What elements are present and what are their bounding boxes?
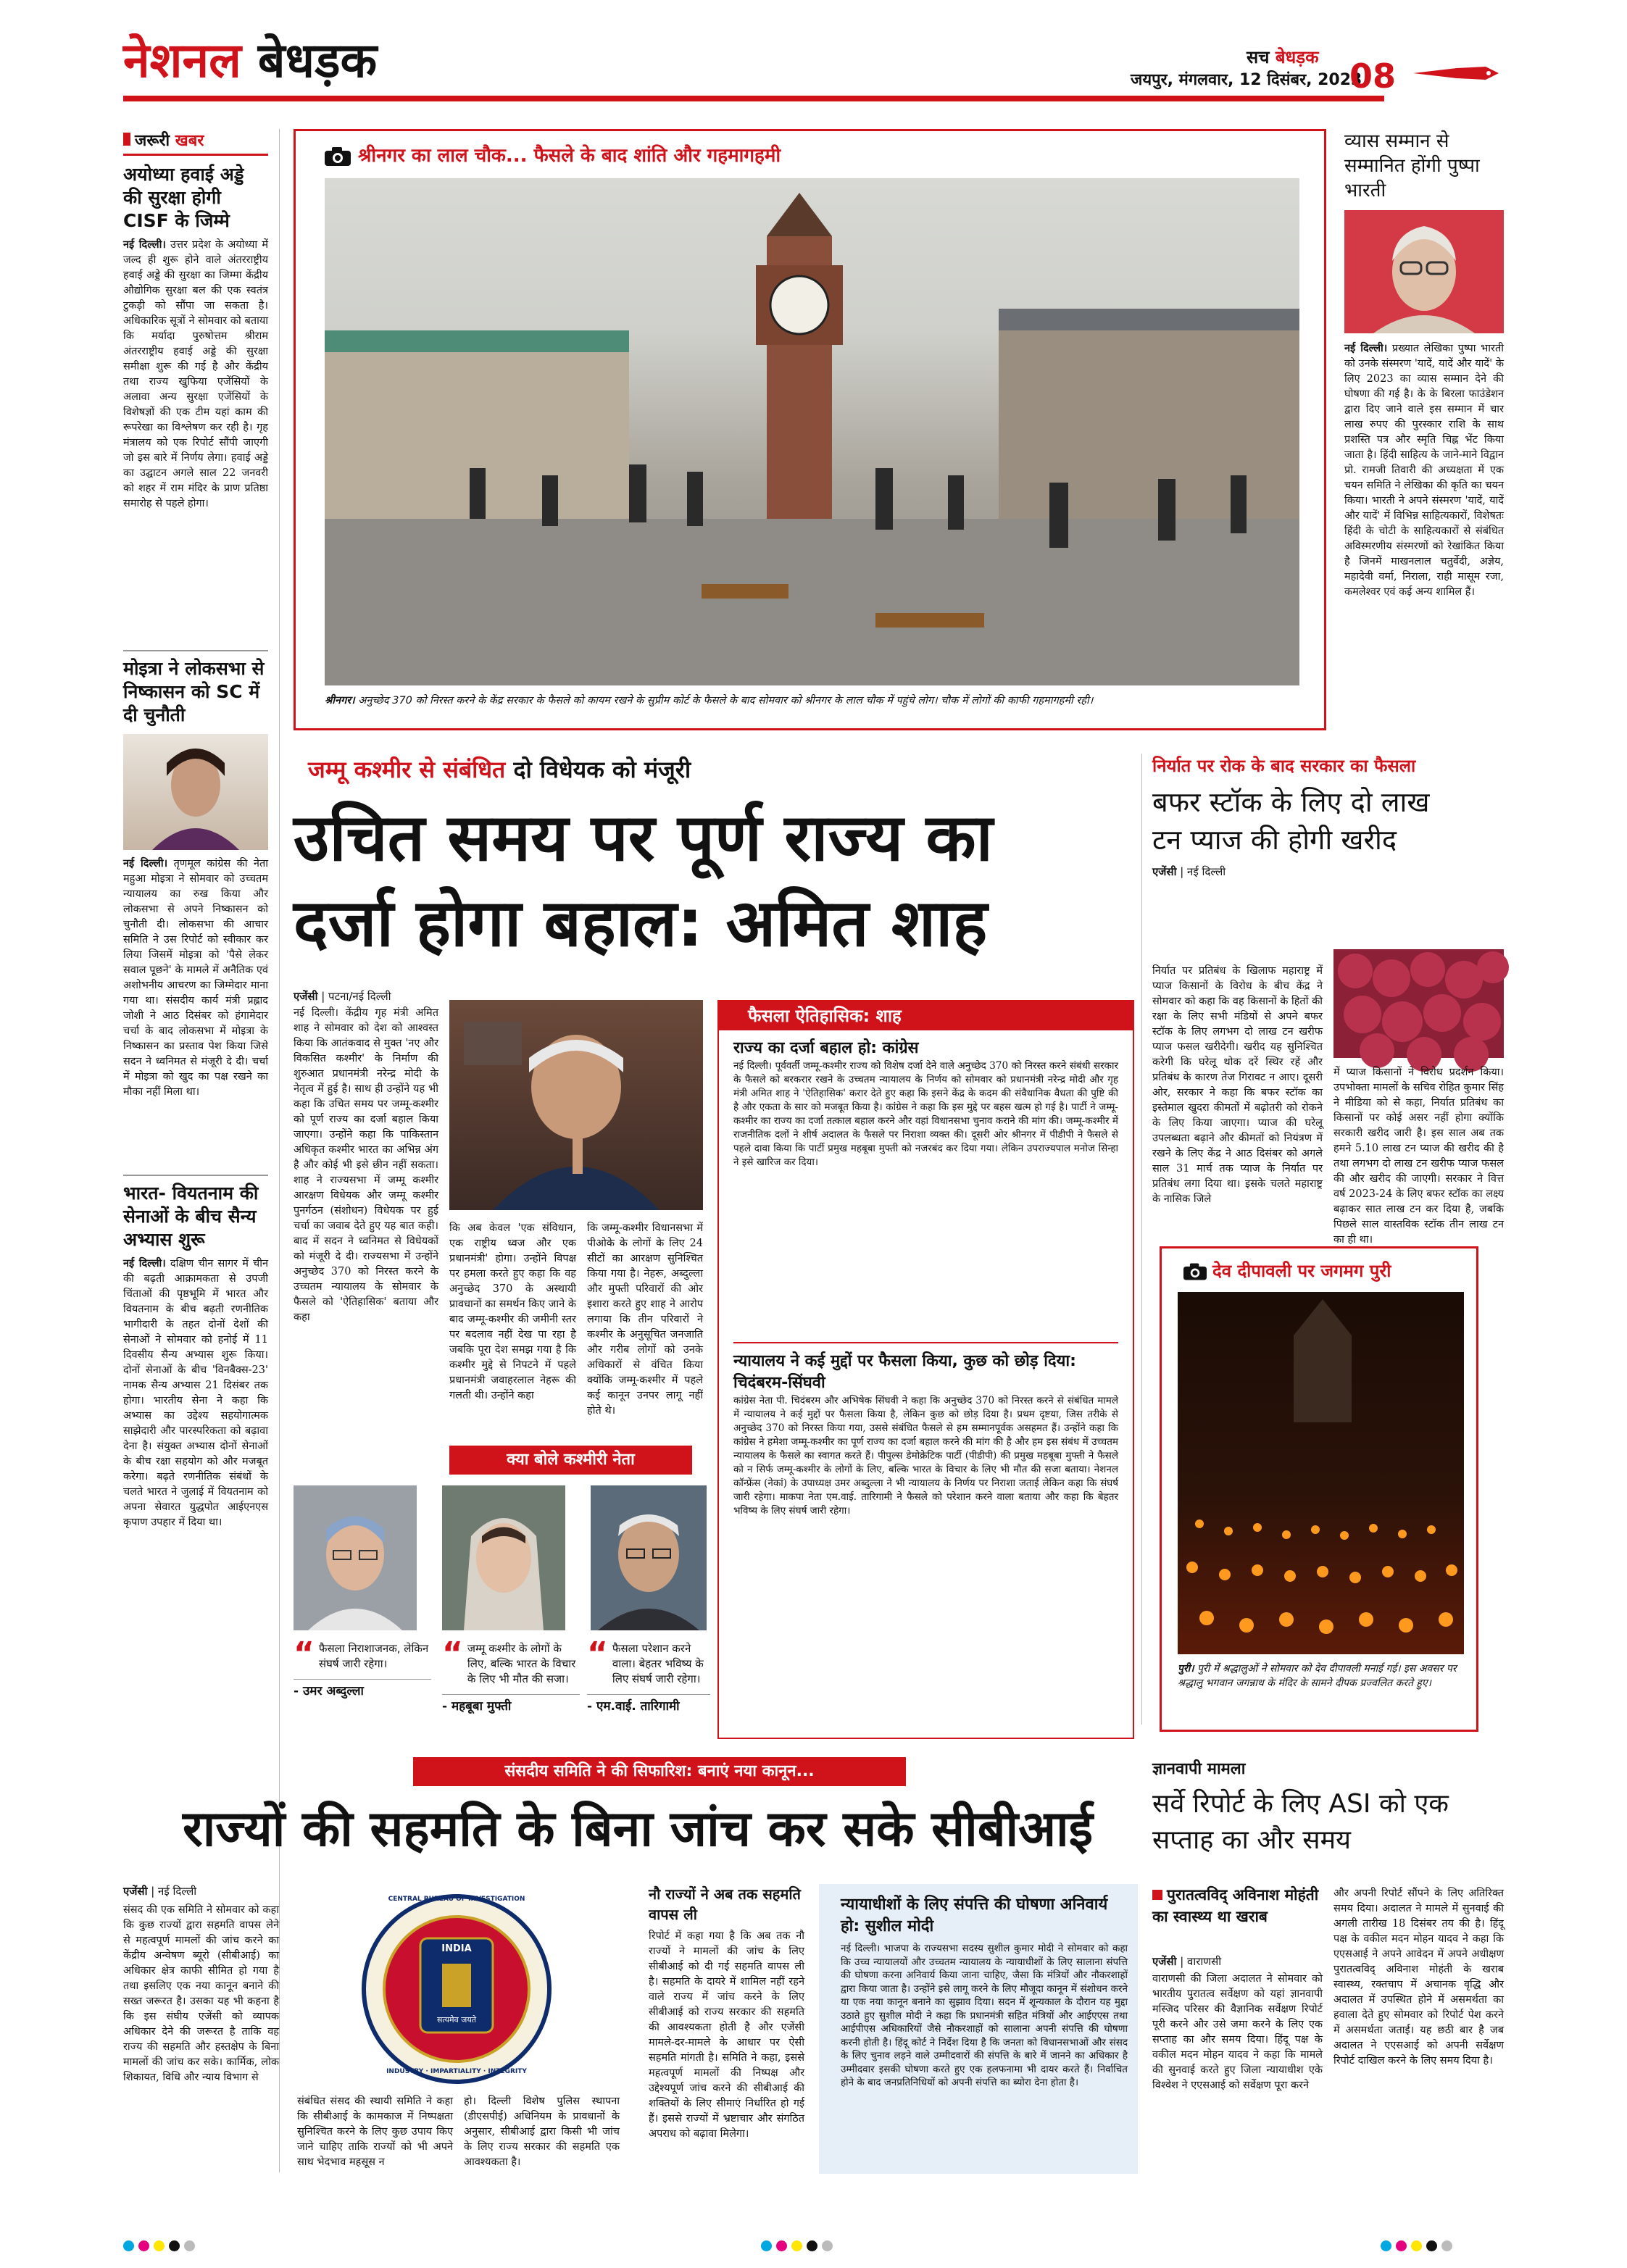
registration-marks-center — [761, 2240, 833, 2251]
quote-tarigami: “ फैसला परेशान करने वाला। बेहतर भविष्य के लिए संघर्ष जारी रहेगा। - एम.वाई. तारिगामी — [587, 1641, 710, 1714]
registration-marks-left — [123, 2240, 195, 2251]
omar-abdullah-photo — [294, 1485, 417, 1630]
pyaj-col-2: में प्याज किसानों ने विरोध प्रदर्शन किया। उपभोक्ता मामलों के सचिव रोहित कुमार सिंह ने मीडिया को से कहा, निर्यात प्रतिबंध का किसानों पर कोई असर नहीं होगा क्योंकि सरकारी खरीद जारी है। इस साल अब तक हमने 5.10 लाख टन प्याज की खरीद की है तथा लगभग दो लाख टन खरीफ प्याज फसल की और खरीद की जाएगी। सरकार ने वित्त वर्ष 2023-24 के लिए बफर स्टॉक का लक्ष्य बढ़ाकर सात लाख टन कर दिया है, जबकि पिछले साल वास्तविक स्टॉक तीन लाख टन का ही था। — [1333, 1067, 1504, 1246]
cbi-logo-top-text: CENTRAL BUREAU OF INVESTIGATION — [388, 1896, 525, 1903]
cbi-logo-bottom-text: INDUSTRY · IMPARTIALITY · INTEGRITY — [386, 2068, 527, 2075]
amit-shah-photo — [449, 1000, 703, 1210]
lead-col-1: नई दिल्ली। केंद्रीय गृह मंत्री अमित शाह ने सोमवार को देश को आश्वस्त किया कि आतंकवाद से मुक्त 'नए और विकसित कश्मीर' के निर्माण की शुरुआत प्रधानमंत्री नरेन्द्र मोदी के नेतृत्व में हुई है। साथ ही उन्होंने यह भी कहा कि उचित समय पर जम्मू-कश्मीर को पूर्ण राज्य का दर्जा बहाल किया जाएगा। उन्होंने कहा कि पाकिस्तान अधिकृत कश्मीर भारत का अभिन्न अंग है और कोई भी इसे छीन नहीं सकता। शाह ने राज्यसभा में जम्मू कश्मीर आरक्षण विधेयक और जम्मू कश्मीर पुनर्गठन (संशोधन) विधेयक पर हुई चर्चा का जवाब देते हुए यह बात कही। बाद में सदन ने ध्वनिमत से विधेयकों को मंजूरी दे दी। राज्यसभा में उन्होंने अनुच्छेद 370 को निरस्त करने के उच्चतम न्यायालय के सोमवार के फैसले को 'ऐतिहासिक' बताया और कहा — [294, 1007, 438, 1323]
column-divider — [1141, 754, 1142, 1725]
story-headline: न्यायाधीशों के लिए संपत्ति की घोषणा अनिवार्य हो: सुशील मोदी — [841, 1896, 1108, 1935]
pyaj-headline: बफर स्टॉक के लिए दो लाख टन प्याज की होगी खरीद — [1152, 786, 1430, 856]
tarigami-photo — [591, 1485, 707, 1630]
section-marker-icon — [123, 133, 130, 146]
masthead-rule — [123, 96, 1384, 101]
cbi-story — [123, 1884, 631, 2181]
story-headline: भारत- वियतनाम की सेनाओं के बीच सैन्य अभ्यास शुरू — [123, 1183, 259, 1250]
modi-box — [819, 1884, 1138, 2174]
gyanvapi-kicker: ज्ञानवापी मामला — [1152, 1760, 1246, 1778]
lalchowk-caption: श्रीनगर। अनुच्छेद 370 को निरस्त करने के केंद्र सरकार के फैसले को कायम रखने के सुप्रीम कोर्ट के फैसले के बाद सोमवार को श्रीनगर के लाल चौक में पहुंचे लोग। चौक में लोगों की काफी गहमागहमी रही। — [325, 695, 1094, 706]
registration-marks-right — [1381, 2240, 1452, 2251]
story-body: नई दिल्ली। प्रख्यात लेखिका पुष्पा भारती को उनके संस्मरण 'यादें, यादें और यादें' के लिए 2023 का व्यास सम्मान देने की घोषणा की गई है। के के बिरला फाउंडेशन द्वारा दिए जाने वाले इस सम्मान में चार लाख रुपए की पुरस्कार राशि के साथ प्रशस्ति पत्र और स्मृति चिह्न भेंट किया जाता है। हिंदी साहित्य के जाने-माने विद्वान प्रो. रामजी तिवारी की अध्यक्षता में एक चयन समिति ने लेखिका की कृति का चयन किया। भारती ने अपने संस्मरण 'यादें, यादें और यादें' में विभिन्न साहित्यकारों, विशेषतः हिंदी के चोटी के साहित्यकारों से संबंधित अविस्मरणीय संस्मरणों को रेखांकित किया है जिनमें माखनलाल चतुर्वेदी, अज्ञेय, महादेवी वर्मा, निराला, राही मासूम रजा, कमलेश्वर एवं कई अन्य शामिल हैं। — [1344, 342, 1505, 598]
pyaj-byline: एजेंसी | नई दिल्ली — [1152, 865, 1226, 878]
mehbooba-mufti-photo — [442, 1485, 565, 1630]
cbi-headline: राज्यों की सहमति के बिना जांच कर सके सीबीआई — [182, 1801, 1094, 1858]
cbi-logo — [297, 1891, 616, 2087]
column-divider — [279, 129, 280, 2172]
gyanvapi-headline: सर्वे रिपोर्ट के लिए ASI को एक सप्ताह का और समय — [1152, 1789, 1449, 1855]
section-label: जरूरी खबर — [123, 129, 268, 156]
story-headline: न्यायालय ने कई मुद्दों पर फैसला किया, कुछ को छोड़ दिया: चिदंबरम-सिंघवी — [733, 1352, 1076, 1392]
story-headline: राज्य का दर्जा बहाल हो: कांग्रेस — [733, 1039, 919, 1057]
cbi-kicker: संसदीय समिति ने की सिफारिश: बनाएं नया कानून... — [413, 1757, 906, 1786]
lead-byline: एजेंसी | पटना/नई दिल्ली — [294, 990, 391, 1003]
story-body: नई दिल्ली। तृणमूल कांग्रेस की नेता महुआ मोइत्रा ने सोमवार को उच्चतम न्यायालय का रुख किया और लोकसभा से अपने निष्कासन को चुनौती दी। लोकसभा की आचार समिति ने उस रिपोर्ट को स्वीकार कर लिया जिसमें मोइत्रा को 'पैसे लेकर सवाल पूछने' के मामले में अनैतिक एवं अशोभनीय आचरण का जिम्मेदार माना गया था। संसदीय कार्य मंत्री प्रह्लाद जोशी ने आठ दिसंबर को हंगामेदार चर्चा के बाद लोकसभा में मोइत्रा के निष्कासन का प्रस्ताव पेश किया जिसे सदन ने ध्वनिमत से मंजूरी दे दी। चर्चा में मोइत्रा को खुद का पक्ष रखने का मौका नहीं मिला था। — [123, 857, 269, 1098]
lead-col-2: कि अब केवल 'एक संविधान, एक राष्ट्रीय ध्वज और एक प्रधानमंत्री' होगा। उन्होंने विपक्ष पर हमला करते हुए कहा कि वह अनुच्छेद 370 के अस्थायी प्रावधानों का समर्थन किए जाने के बाद जम्मू-कश्मीर की जमीनी स्तर पर बदलाव नहीं देख पा रहा है जबकि पूरा देश समझ गया है कि कश्मीर मुद्दे से निपटने में पहले प्रधानमंत्री जवाहरलाल नेहरू की गलती थी। उन्होंने कहा — [449, 1222, 576, 1401]
gyanvapi-byline: एजेंसी | वाराणसी — [1152, 1955, 1222, 1968]
story-body: नई दिल्ली। भाजपा के राज्यसभा सदस्य सुशील कुमार मोदी ने सोमवार को कहा कि उच्च न्यायालयों और उच्चतम न्यायालय के न्यायाधीशों के लिए सालाना संपत्ति की घोषणा करना अनिवार्य किया जाना चाहिए, जैसा कि मंत्रियों और नौकरशाहों द्वारा किया जाता है। उन्होंने इसे लागू करने के लिए मौजूदा कानून में संशोधन करने या एक नया कानून बनाने का सुझाव दिया। सदन में शून्यकाल के दौरान यह मुद्दा उठाते हुए सुशील मोदी ने कहा कि प्रधानमंत्री सहित मंत्रियों और आईएएस तथा आईपीएस अधिकारियों जैसे नौकरशाहों को सालाना अपनी संपत्ति की घोषणा करनी होती है। हिंदू कोर्ट ने निर्देश दिया है कि जनता को विधानसभाओं और संसद के लिए चुनाव लड़ने वाले उम्मीदवारों की संपत्ति के बारे में जानने का अधिकार है उम्मीदवार इसकी घोषणा करते हुए एक हलफनामा भी दायर करते हैं। निर्वाचित होने के बाद जनप्रतिनिधियों को अपनी संपत्ति का ब्योरा देना होता है। — [841, 1943, 1128, 2088]
quote-mehbooba: “ जम्मू कश्मीर के लोगों के लिए, बल्कि भारत के विचार के लिए भी मौत की सजा। - महबूबा मुफ्ती — [442, 1641, 580, 1714]
camera-icon — [1183, 1263, 1207, 1280]
lalchowk-photo — [325, 178, 1299, 685]
pyaj-story — [1152, 754, 1504, 1246]
story-body: नई दिल्ली। दक्षिण चीन सागर में चीन की बढ़ती आक्रामकता से उपजी चिंताओं की पृष्ठभूमि में भारत और वियतनाम के बीच बढ़ती रणनीतिक भागीदारी के तहत दोनों देशों की सेनाओं ने सोमवार को हनोई में 11 दिवसीय सैन्य अभ्यास शुरू किया। दोनों सेनाओं के बीच 'विनबैक्स-23' नामक सैन्य अभ्यास 21 दिसंबर तक होगा। भारतीय सेना ने कहा कि अभ्यास का उद्देश्य सहयोगात्मक साझेदारी और पारस्परिकता को बढ़ावा देना है। संयुक्त अभ्यास दोनों सेनाओं के बीच रक्षा सहयोग को और मजबूत करेगा। बढ़ते रणनीतिक संबंधों के चलते भारत ने जुलाई में वियतनाम को अपना सेवारत युद्धपोत आईएनएस कृपाण उपहार में दिया था। — [123, 1257, 268, 1528]
lead-kicker: जम्मू कश्मीर से संबंधित दो विधेयक को मंजूरी — [308, 756, 691, 783]
camera-icon — [325, 147, 351, 166]
cbi-col-1: संसद की एक समिति ने सोमवार को कहा कि कुछ राज्यों द्वारा सहमति वापस लेने से महत्वपूर्ण मामलों की जांच करने का केंद्रीय अन्वेषण ब्यूरो (सीबीआई) का अधिकार क्षेत्र काफी सीमित हो गया है तथा इसलिए एक नया कानून बनाने की सख्त जरूरत है। उसका यह भी कहना है कि इस संघीय एजेंसी को व्यापक अधिकार देने की जरूरत है ताकि वह राज्य की सहमति और हस्तक्षेप के बिना मामलों की जांच कर सके। कार्मिक, लोक शिकायत, विधि और न्याय विभाग से — [123, 1904, 279, 2083]
story-headline: व्यास सम्मान से सम्मानित होंगी पुष्पा भारती — [1344, 130, 1480, 201]
masthead-title-part1: नेशनल — [123, 33, 241, 88]
onion-photo — [1333, 949, 1504, 1058]
masthead-tagline: सच बेधड़क — [1247, 47, 1319, 67]
quote-mark-icon: “ — [587, 1635, 608, 1672]
masthead-dateline: जयपुर, मंगलवार, 12 दिसंबर, 2023 — [1131, 71, 1362, 89]
story-body: नई दिल्ली। उत्तर प्रदेश के अयोध्या में जल्द ही शुरू होने वाले अंतरराष्ट्रीय हवाई अड्डे की सुरक्षा का जिम्मा केंद्रीय औद्योगिक सुरक्षा बल की एक स्वतंत्र टुकड़ी को सौंपा जा सकता है। अधिकारिक सूत्रों ने सोमवार को बताया कि मर्यादा पुरुषोत्तम श्रीराम अंतरराष्ट्रीय हवाई अड्डे की सुरक्षा समीक्षा शुरू की गई है और केंद्रीय तथा राज्य खुफिया एजेंसियों के अलावा अन्य सुरक्षा एजेंसियों के विशेषज्ञों की एक टीम यहां काम की रूपरेखा का विश्लेषण कर रही है। गृह मंत्रालय को एक रिपोर्ट सौंपी जाएगी जो इस बारे में निर्णय लेगा। हवाई अड्डे का उद्घाटन अगले साल 22 जनवरी को शहर में राम मंदिर के प्राण प्रतिष्ठा समारोह से पहले होगा। — [123, 238, 268, 509]
lead-headline: उचित समय पर पूर्ण राज्य का दर्जा होगा बहाल: अमित शाह — [294, 800, 993, 962]
cbi-byline: एजेंसी | नई दिल्ली — [123, 1885, 197, 1898]
lead-story — [294, 754, 1134, 1739]
vyas-story — [1344, 129, 1504, 738]
cbi-logo-india: INDIA — [441, 1943, 472, 1954]
faisla-banner: फैसला ऐतिहासिक: शाह — [719, 1001, 1133, 1030]
story-body: कांग्रेस नेता पी. चिदंबरम और अभिषेक सिंघवी ने कहा कि अनुच्छेद 370 को निरस्त करने से संबंधित मामले में न्यायालय ने कई मुद्दों पर फैसला किया है, लेकिन कुछ को छोड़ दिया है। प्रथम दृष्टया, जिस तरीके से अनुच्छेद 370 को निरस्त किया गया, उससे संबंधित फैसले से हम सम्मानपूर्वक असहमत हैं। उन्होंने कहा कि कांग्रेस ने हमेशा जम्मू-कश्मीर का पूर्ण राज्य का दर्जा बहाल करने की मांग की है और हम इस संबंध में उच्चतम न्यायालय के फैसले का स्वागत करते हैं। पीपुल्स डेमोक्रेटिक पार्टी (पीडीपी) की प्रमुख महबूबा मुफ्ती ने फैसले को न सिर्फ जम्मू-कश्मीर के लोगों के लिए, बल्कि भारत के विचार के लिए भी मौत की सजा बताया। नेशनल कॉन्फ्रेंस (नेकां) के उपाध्यक्ष उमर अब्दुल्ला ने भी न्यायालय के निर्णय पर निराशा जताई लेकिन कहा कि संघर्ष जारी रहेगा। माकपा नेता एम.वाई. तारिगामी ने फैसले को परेशान करने वाला बताया और कहा कि बेहतर भविष्य के लिए संघर्ष जारी रहेगा। — [733, 1395, 1118, 1517]
story-body: रिपोर्ट में कहा गया है कि अब तक नौ राज्यों ने मामलों की जांच के लिए सीबीआई को दी गई सहमति वापस ली है। सहमति के दायरे में शामिल नहीं रहने वाले राज्य में जांच करने के लिए सीबीआई को राज्य सरकार की सहमति की आवश्यकता होती है और एजेंसी मामले-दर-मामले के आधार पर ऐसी सहमति मांगती है। समिति ने कहा, इससे महत्वपूर्ण मामलों की निष्पक्ष और उद्देश्यपूर्ण जांच करने की सीबीआई की शक्तियों के लिए सीमाएं निर्धारित हो गई हैं। इससे राज्यों में भ्रष्टाचार और संगठित अपराध को बढ़ावा मिलेगा। — [649, 1930, 804, 2140]
pushpa-bharti-photo — [1344, 210, 1504, 333]
quote-mark-icon: “ — [294, 1635, 315, 1672]
gyanvapi-col-1: वाराणसी की जिला अदालत ने सोमवार को भारतीय पुरातत्व सर्वेक्षण को यहां ज्ञानवापी मस्जिद परिसर की वैज्ञानिक सर्वेक्षण रिपोर्ट पूरी करने और उसे जमा करने के लिए एक सप्ताह का और समय दिया। हिंदू पक्ष के वकील मदन मोहन यादव ने कहा कि मामले की सुनवाई करते हुए जिला न्यायाधीश एके विश्वेश ने एएसआई को सर्वेक्षण पूरा करने — [1152, 1973, 1323, 2091]
neta-quotes — [294, 1485, 707, 1739]
page-number: 08 — [1349, 57, 1397, 96]
masthead — [123, 22, 1507, 101]
cbi-col-2: संबंधित संसद की स्थायी समिति ने कहा कि सीबीआई के कामकाज में निष्पक्षता सुनिश्चित करने के लिए कुछ उपाय किए जाने चाहिए ताकि राज्यों को भी अपने साथ भेदभाव महसूस न — [297, 2096, 453, 2168]
mahua-moitra-photo — [123, 734, 268, 850]
cbi-col-3: हो। दिल्ली विशेष पुलिस स्थापना (डीएसपीई) अधिनियम के प्रावधानों के अनुसार, सीबीआई द्वारा किसी भी जांच के लिए राज्य सरकार की सहमति एक आवश्यकता है। — [464, 2096, 620, 2168]
story-headline: नौ राज्यों ने अब तक सहमति वापस ली — [649, 1885, 801, 1923]
pyaj-kicker: निर्यात पर रोक के बाद सरकार का फैसला — [1152, 756, 1416, 776]
story-headline: मोइत्रा ने लोकसभा से निष्कासन को SC में दी चुनौती — [123, 658, 265, 725]
lalchowk-kicker: श्रीनगर का लाल चौक... फैसले के बाद शांति और गहमागहमी — [325, 141, 781, 167]
masthead-title-part2: बेधड़क — [257, 33, 378, 88]
diwali-caption: पुरी। पुरी में श्रद्धालुओं ने सोमवार को देव दीपावली मनाई गई। इस अवसर पर श्रद्धालु भगवान जगन्नाथ के मंदिर के सामने दीपक प्रज्वलित करते हुए। — [1178, 1663, 1457, 1689]
gyanvapi-story — [1152, 1757, 1504, 2185]
faisla-box — [717, 1000, 1134, 1739]
pyaj-col-1: निर्यात पर प्रतिबंध के खिलाफ महाराष्ट्र में प्याज किसानों के विरोध के बीच केंद्र ने सोमवार को कहा कि वह किसानों के हितों की रक्षा के लिए सभी मंडियों से अपने बफर स्टॉक के लिए लगभग दो लाख टन खरीफ प्याज फसल खरीदेगी। खरीद यह सुनिश्चित करेगी कि घरेलू थोक दरें स्थिर रहें और प्रतिबंध के कारण तेज गिरावट न आए। दूसरी ओर, सरकार ने कहा कि बफर स्टॉक का इस्तेमाल खुदरा कीमतों में बढ़ोतरी को रोकने के लिए किया जाएगा। प्याज की घरेलू उपलब्धता बढ़ाने और कीमतों को नियंत्रण में रखने के लिए केंद्र ने आठ दिसंबर को अगले साल 31 मार्च तक प्याज के निर्यात पर प्रतिबंध लगा दिया था। इसके चलते महाराष्ट्र के नासिक जिले — [1152, 965, 1323, 1205]
quote-mark-icon: “ — [442, 1635, 463, 1672]
gyanvapi-sub: पुरातत्वविद् अविनाश मोहंती का स्वास्थ्य था खराब — [1152, 1886, 1319, 1925]
quote-omar: “ फैसला निराशाजनक, लेकिन संघर्ष जारी रहेगा। - उमर अब्दुल्ला — [294, 1641, 431, 1699]
lead-col-3: कि जम्मू-कश्मीर विधानसभा में पीओके के लोगों के लिए 24 सीटों का आरक्षण सुनिश्चित किया गया है। नेहरू, अब्दुल्ला और मुफ्ती परिवारों की ओर इशारा करते हुए शाह ने आरोप लगाया कि तीन परिवारों ने कश्मीर के अनुसूचित जनजाति और गरीब लोगों को उनके अधिकारों से वंचित किया क्योंकि जम्मू-कश्मीर में पहले कई कानून उनपर लागू नहीं होते थे। — [587, 1222, 703, 1417]
masthead-title — [123, 32, 377, 90]
gyanvapi-col-2: और अपनी रिपोर्ट सौंपने के लिए अतिरिक्त समय दिया। अदालत ने मामले में सुनवाई की अगली तारीख 18 दिसंबर तय की है। हिंदू पक्ष के वकील मदन मोहन यादव ने कहा कि एएसआई ने अपने आवेदन में अपने अधीक्षण पुरातत्वविद् अविनाश मोहंती के खराब स्वास्थ्य, रक्तचाप में अचानक वृद्धि और अदालत में उपस्थित होने में असमर्थता का हवाला देते हुए सोमवार को रिपोर्ट पेश करने में असमर्थता जताई। यह छठी बार है जब अदालत ने एएसआई को अपनी सर्वेक्षण रिपोर्ट दाखिल करने के लिए समय दिया है। — [1333, 1888, 1504, 2067]
left-column — [123, 129, 268, 2180]
nau-story — [649, 1884, 804, 2181]
diwali-photo — [1178, 1292, 1464, 1654]
lalchowk-box — [294, 129, 1326, 730]
story-body: नई दिल्ली। पूर्ववर्ती जम्मू-कश्मीर राज्य को विशेष दर्जा देने वाले अनुच्छेद 370 को निरस्त करने संबंधी सरकार के फैसले को बरकरार रखने के उच्चतम न्यायालय के निर्णय को सोमवार को प्रधानमंत्री नरेन्द्र मोदी और गृह मंत्री अमित शाह ने 'ऐतिहासिक' करार देते हुए कहा कि इसने केंद्र के कदम की संवैधानिक वैधता की पुष्टि की है और एकता के सार को मजबूत किया है। कांग्रेस ने कहा कि इस मुद्दे पर बहस खत्म हो गई है। पार्टी ने जम्मू-कश्मीर का राज्य का दर्जा तत्काल बहाल करने और वहां विधानसभा चुनाव कराने की मांग की। जम्मू-कश्मीर में राजनीतिक दलों ने शीर्ष अदालत के फैसले पर निराशा व्यक्त की। दूसरी ओर श्रीनगर में पीडीपी ने फैसले से पहले दावा किया कि पार्टी प्रमुख महबूबा मुफ्ती को नजरबंद कर दिया गया। लेकिन उपराज्यपाल मनोज सिन्हा ने इसे खारिज कर दिया। — [733, 1060, 1118, 1168]
story-headline: अयोध्या हवाई अड्डे की सुरक्षा होगी CISF के जिम्मे — [123, 164, 244, 231]
diwali-box — [1160, 1246, 1478, 1732]
pen-nib-icon — [1413, 65, 1500, 81]
cbi-logo-motto: सत्यमेव जयते — [436, 2015, 476, 2025]
section-marker-icon — [1152, 1890, 1162, 1900]
neta-banner: क्या बोले कश्मीरी नेता — [449, 1446, 692, 1475]
diwali-kicker: देव दीपावली पर जगमग पुरी — [1162, 1248, 1476, 1283]
